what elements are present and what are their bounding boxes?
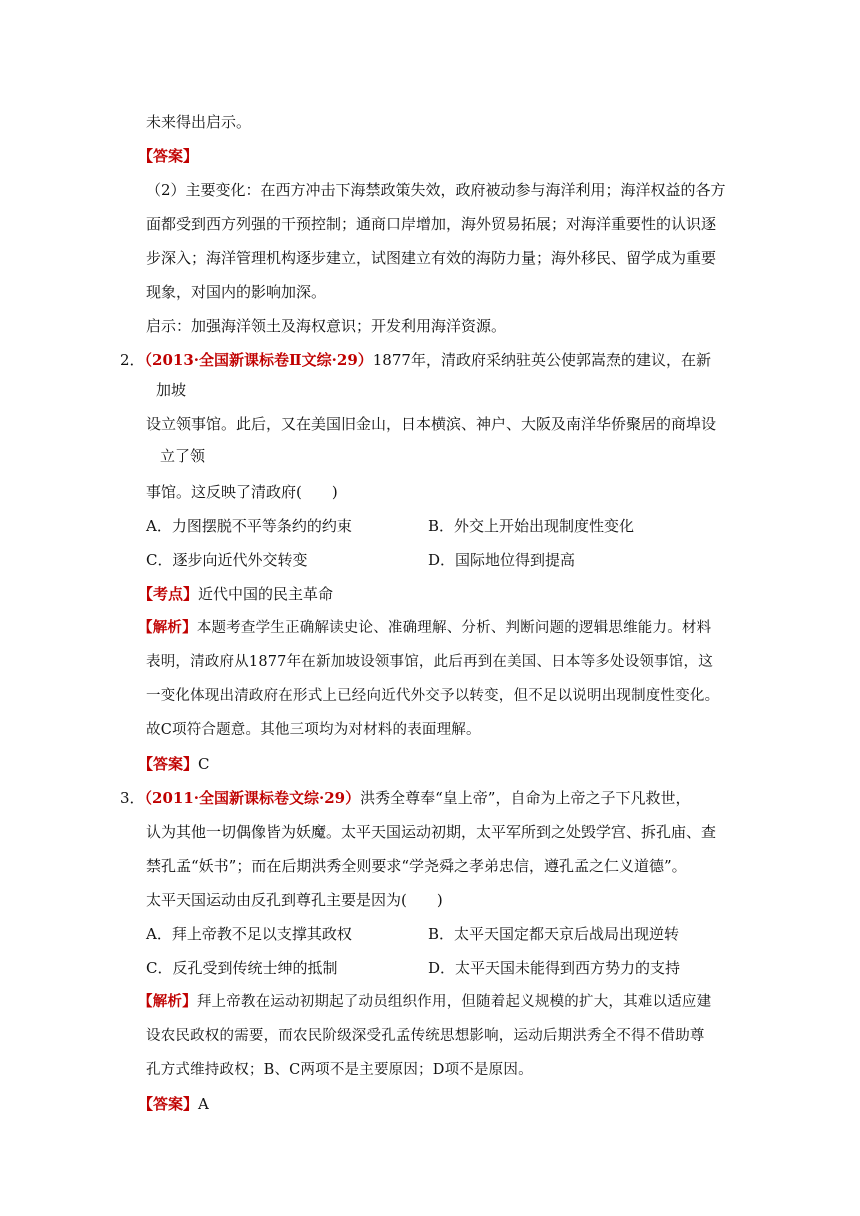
q3-stem-3: 禁孔孟“妖书”；而在后期洪秀全则要求“学尧舜之孝弟忠信，遵孔孟之仁义道德”。 (146, 857, 687, 875)
q3-answer-value: A (198, 1095, 209, 1113)
q2-jiexi-line-1 (138, 618, 711, 638)
q2-option-a: A．力图摆脱不平等条约的约束 (146, 517, 352, 535)
q3-source: （2011·全国新课标卷文综·29） (144, 789, 361, 807)
q3-jiexi-line-3: 孔方式维持政权；B、C两项不是主要原因；D项不是原因。 (146, 1062, 533, 1078)
prev-answer-line-5: 启示：加强海洋领土及海权意识；开发利用海洋资源。 (146, 317, 507, 335)
q2-jiexi-line-2: 表明，清政府从1877年在新加坡设领事馆，此后再到在美国、日本等多处设领事馆，这 (146, 654, 713, 670)
q3-option-c: C．反孔受到传统士绅的抵制 (146, 959, 338, 977)
q2-jiexi-text-1: 本题考查学生正确解读史论、准确理解、分析、判断问题的逻辑思维能力。材料 (196, 620, 712, 636)
q2-option-d: D．国际地位得到提高 (428, 551, 576, 569)
prev-answer-line-4: 现象，对国内的影响加深。 (146, 283, 327, 301)
q2-jiexi-line-3: 一变化体现出清政府在形式上已经向近代外交予以转变，但不足以说明出现制度性变化。 (146, 688, 720, 704)
prev-answer-line-2: 面都受到西方列强的干预控制；通商口岸增加，海外贸易拓展；对海洋重要性的认识逐 (146, 215, 717, 233)
q3-question (120, 788, 690, 808)
q2-answer (138, 754, 210, 774)
q2-jiexi-label: 【解析】 (138, 619, 197, 636)
q2-stem-4: 立了领 (160, 447, 206, 465)
q3-stem-2: 认为其他一切偶像皆为妖魔。太平天国运动初期，太平军所到之处毁学宫、拆孔庙、查 (146, 823, 717, 841)
q3-jiexi-label: 【解析】 (138, 993, 197, 1010)
prev-tail-text: 未来得出启示。 (146, 113, 252, 131)
q2-kaodian-label: 【考点】 (138, 585, 199, 603)
q2-stem-3: 设立领事馆。此后，又在美国旧金山，日本横滨、神户、大阪及南洋华侨聚居的商埠设 (146, 415, 717, 433)
q3-jiexi-text-1: 拜上帝教在运动初期起了动员组织作用，但随着起义规模的扩大，其难以适应建 (196, 994, 712, 1010)
q3-option-d: D．太平天国未能得到西方势力的支持 (428, 959, 681, 977)
prev-answer-line-3: 步深入；海洋管理机构逐步建立，试图建立有效的海防力量；海外移民、留学成为重要 (146, 249, 717, 267)
q2-option-c: C．逐步向近代外交转变 (146, 551, 308, 569)
q2-stem-2: 加坡 (156, 381, 187, 399)
q3-number: 3． (120, 789, 145, 807)
q2-option-b: B．外交上开始出现制度性变化 (428, 517, 635, 535)
q2-question (120, 350, 711, 370)
q3-answer (138, 1094, 209, 1114)
q2-stem-1: 1877年，清政府采纳驻英公使郭嵩焘的建议，在新 (372, 351, 711, 369)
q3-option-b: B．太平天国定都天京后战局出现逆转 (428, 925, 680, 943)
q2-kaodian (138, 584, 333, 604)
q3-jiexi-line-2: 设农民政权的需要，而农民阶级深受孔孟传统思想影响，运动后期洪秀全不得不借助尊 (146, 1028, 705, 1044)
q3-option-a: A．拜上帝教不足以支撑其政权 (146, 925, 352, 943)
q2-source: （2013·全国新课标卷Ⅱ文综·29） (144, 351, 373, 369)
q3-stem-1: 洪秀全尊奉“皇上帝”，自命为上帝之子下凡救世， (360, 789, 691, 807)
prev-answer-line-1: （2）主要变化：在西方冲击下海禁政策失效，政府被动参与海洋利用；海洋权益的各方 (146, 181, 726, 199)
q2-stem-5: 事馆。这反映了清政府( ) (146, 483, 338, 501)
q2-kaodian-text: 近代中国的民主革命 (198, 585, 334, 603)
q3-answer-label: 【答案】 (138, 1095, 199, 1113)
q2-answer-value: C (198, 755, 210, 773)
q3-jiexi-line-1 (138, 992, 711, 1012)
q2-number: 2． (120, 351, 145, 369)
prev-answer-label: 【答案】 (138, 147, 199, 165)
q2-answer-label: 【答案】 (138, 755, 199, 773)
q3-stem-4: 太平天国运动由反孔到尊孔主要是因为( ) (146, 891, 443, 909)
q2-jiexi-line-4: 故C项符合题意。其他三项均为对材料的表面理解。 (146, 722, 481, 738)
